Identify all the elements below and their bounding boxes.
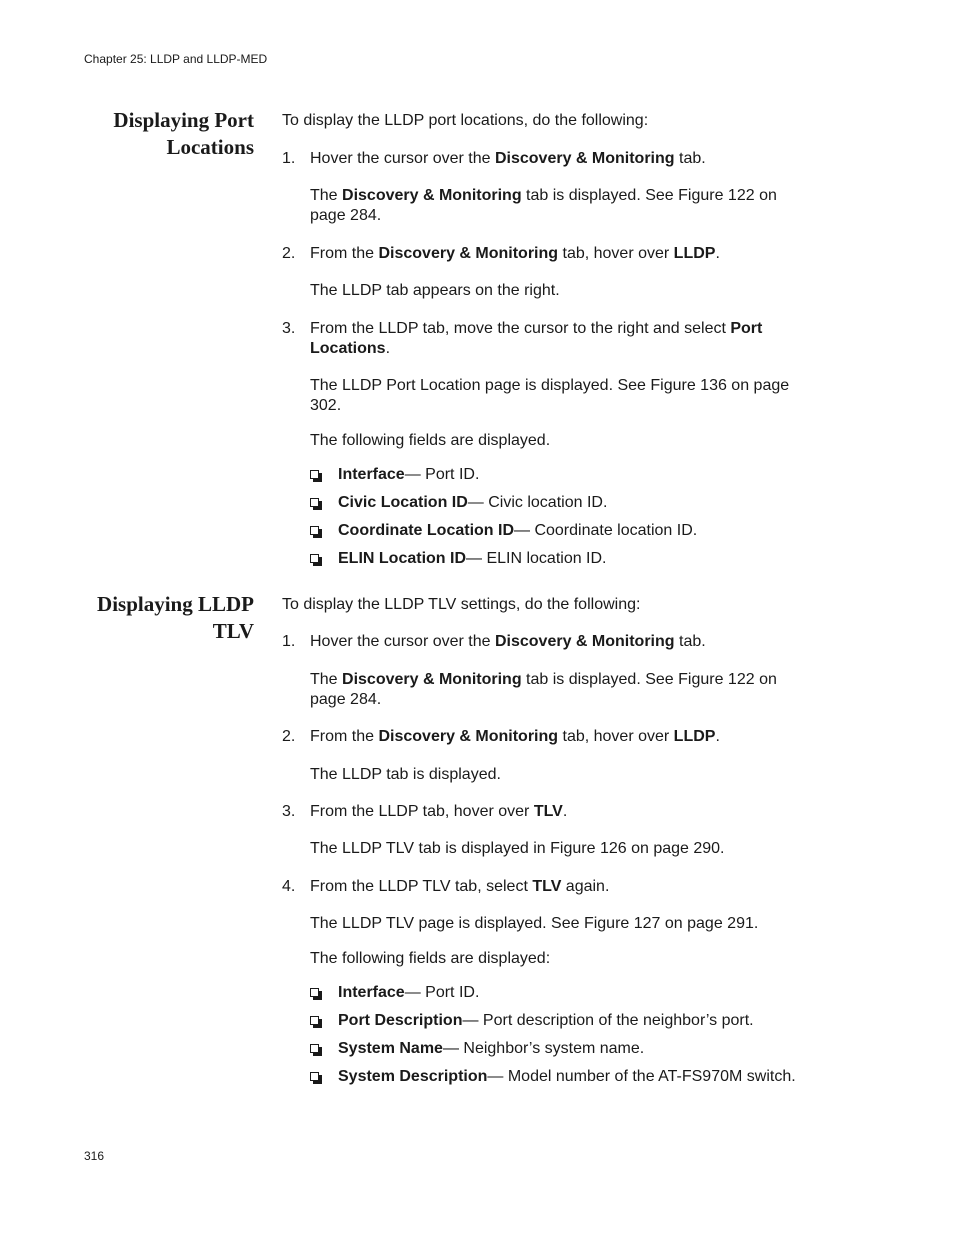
field-desc: — Neighbor’s system name. — [442, 1040, 645, 1057]
field-name: Civic Location ID — [338, 494, 468, 511]
field-name: Port Description — [338, 1012, 463, 1029]
field-name: Interface — [338, 466, 405, 483]
step-result: The Discovery & Monitoring tab is displayed. See Figure 122 on page 284. — [310, 187, 777, 224]
step-text: Hover the cursor over the Discovery & Monitoring tab. — [310, 150, 706, 167]
field-desc: — ELIN location ID. — [466, 550, 607, 567]
field-desc: — Civic location ID. — [467, 494, 608, 511]
field-desc: — Model number of the AT-FS970M switch. — [487, 1068, 796, 1085]
step-number: 4. — [282, 878, 296, 895]
section-heading-lldp-tlv — [97, 591, 254, 645]
field-name: System Name — [338, 1040, 443, 1057]
step-text: From the Discovery & Monitoring tab, hover over LLDP. — [310, 245, 720, 262]
checkbox-bullet-icon — [310, 526, 319, 535]
intro-paragraph: To display the LLDP TLV settings, do the following: — [282, 596, 641, 613]
fields-intro: The following fields are displayed: — [310, 950, 551, 967]
step-text: From the LLDP tab, move the cursor to the right and select Port Locations. — [310, 320, 763, 357]
fields-intro: The following fields are displayed. — [310, 432, 551, 449]
field-desc: — Port ID. — [404, 466, 480, 483]
step-number: 3. — [282, 803, 296, 820]
heading-line: Displaying Port — [113, 108, 254, 132]
step-result: The LLDP tab is displayed. — [310, 766, 501, 783]
field-desc: — Coordinate location ID. — [514, 522, 698, 539]
step-number: 3. — [282, 320, 296, 337]
step-number: 1. — [282, 633, 296, 650]
running-header: Chapter 25: LLDP and LLDP-MED — [84, 52, 268, 66]
step-text: From the LLDP tab, hover over TLV. — [310, 803, 568, 820]
checkbox-bullet-icon — [310, 470, 319, 479]
section-heading-port-locations — [113, 107, 254, 161]
step-result: The LLDP TLV tab is displayed in Figure 126 on page 290. — [310, 840, 725, 857]
field-name: ELIN Location ID — [338, 550, 466, 567]
heading-line: Displaying LLDP — [97, 592, 254, 616]
page-number: 316 — [84, 1149, 105, 1163]
checkbox-bullet-icon — [310, 988, 319, 997]
checkbox-bullet-icon — [310, 1072, 319, 1081]
step-text: Hover the cursor over the Discovery & Monitoring tab. — [310, 633, 706, 650]
field-name: System Description — [338, 1068, 488, 1085]
field-name: Interface — [338, 984, 405, 1001]
step-text: From the Discovery & Monitoring tab, hover over LLDP. — [310, 728, 720, 745]
intro-paragraph: To display the LLDP port locations, do the following: — [282, 112, 649, 129]
field-desc: — Port description of the neighbor’s port. — [462, 1012, 754, 1029]
step-number: 2. — [282, 728, 296, 745]
heading-line: Locations — [166, 135, 254, 159]
step-number: 1. — [282, 150, 296, 167]
step-result: The LLDP TLV page is displayed. See Figure 127 on page 291. — [310, 915, 759, 932]
checkbox-bullet-icon — [310, 554, 319, 563]
field-desc: — Port ID. — [404, 984, 480, 1001]
step-result: The Discovery & Monitoring tab is displayed. See Figure 122 on page 284. — [310, 671, 777, 708]
field-name: Coordinate Location ID — [338, 522, 514, 539]
step-number: 2. — [282, 245, 296, 262]
checkbox-bullet-icon — [310, 1016, 319, 1025]
checkbox-bullet-icon — [310, 498, 319, 507]
step-text: From the LLDP TLV tab, select TLV again. — [310, 878, 610, 895]
step-result: The LLDP Port Location page is displayed. See Figure 136 on page 302. — [310, 377, 790, 414]
checkbox-bullet-icon — [310, 1044, 319, 1053]
heading-line: TLV — [212, 619, 254, 643]
step-result: The LLDP tab appears on the right. — [310, 282, 560, 299]
